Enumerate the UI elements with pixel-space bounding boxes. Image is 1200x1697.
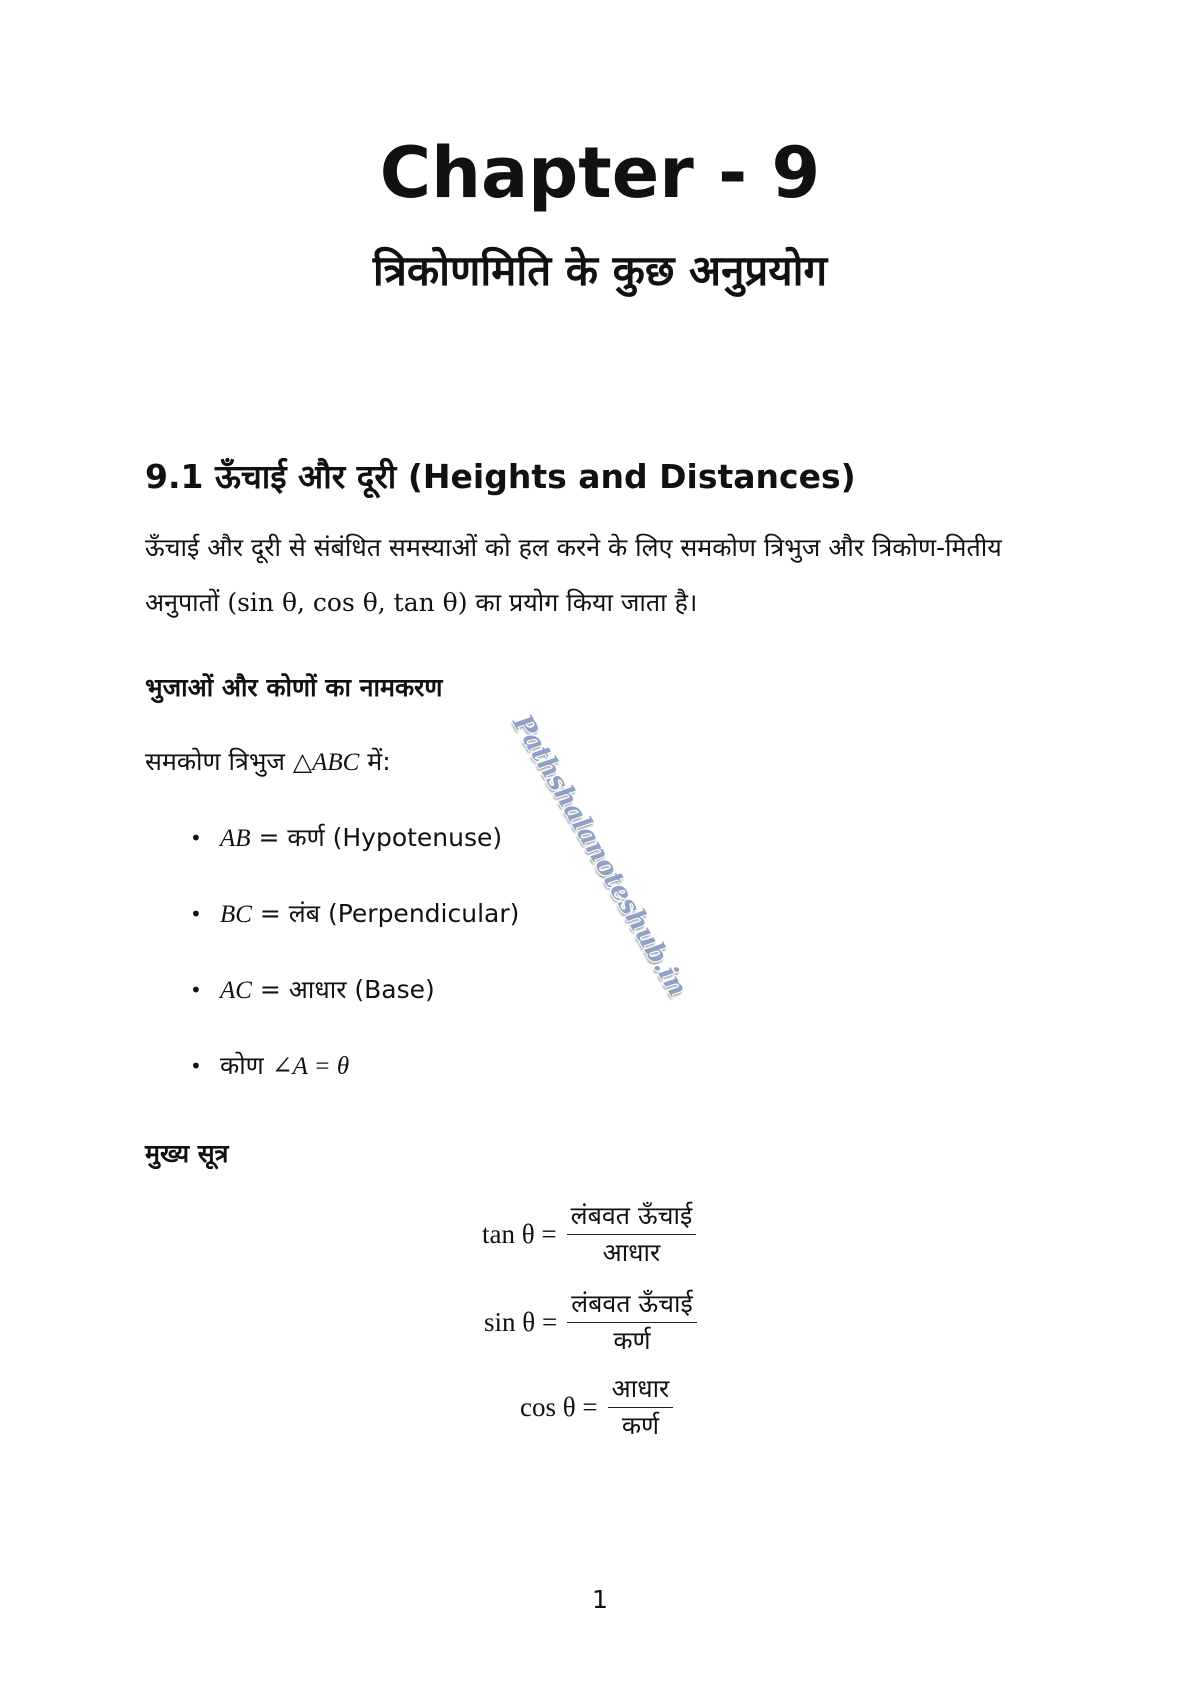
section-paragraph <box>145 520 1065 630</box>
numerator: लंबवत ऊँचाई <box>567 1288 697 1323</box>
side-description: = लंब (Perpendicular) <box>251 899 520 928</box>
denominator: कर्ण <box>613 1326 651 1355</box>
naming-intro <box>145 742 391 783</box>
naming-list <box>190 818 519 1122</box>
watermark: Pathshalanoteshub.in <box>506 709 693 1002</box>
side-description: = कर्ण (Hypotenuse) <box>250 823 503 852</box>
fraction <box>567 1288 697 1357</box>
section-heading: 9.1 ऊँचाई और दूरी (Heights and Distances) <box>145 457 856 496</box>
formula-lhs: tan θ = <box>482 1219 557 1249</box>
formulas-heading: मुख्य सूत्र <box>145 1139 229 1168</box>
paragraph-text-end: का प्रयोग किया जाता है। <box>467 588 698 617</box>
formula-tan <box>482 1200 696 1269</box>
side-description: = आधार (Base) <box>251 975 435 1004</box>
fraction <box>608 1373 674 1442</box>
naming-heading: भुजाओं और कोणों का नामकरण <box>145 673 443 702</box>
list-item <box>190 894 519 970</box>
intro-suffix: में: <box>359 747 391 776</box>
intro-text: समकोण त्रिभुज <box>145 747 293 776</box>
intro-math: △ABC <box>292 749 360 776</box>
formula-cos <box>520 1373 673 1442</box>
chapter-subtitle: त्रिकोणमिति के कुछ अनुप्रयोग <box>372 246 828 295</box>
paragraph-text: ऊँचाई और दूरी से संबंधित समस्याओं को हल करने के लिए समकोण त्रिभुज और त्रिकोण-मितीय अनुपातों <box>145 533 1002 617</box>
formula-lhs: sin θ = <box>484 1307 558 1337</box>
numerator: आधार <box>608 1373 674 1408</box>
side-label: AB <box>220 825 251 852</box>
denominator: आधार <box>602 1238 661 1267</box>
list-item <box>190 818 519 894</box>
chapter-title: Chapter - 9 <box>379 132 821 214</box>
side-label: BC <box>220 901 252 928</box>
angle-math: ∠A = θ <box>271 1053 350 1080</box>
list-item <box>190 970 519 1046</box>
denominator: कर्ण <box>621 1411 660 1440</box>
fraction <box>567 1200 697 1269</box>
formula-sin <box>484 1288 697 1357</box>
page-number: 1 <box>592 1585 608 1614</box>
numerator: लंबवत ऊँचाई <box>567 1200 697 1235</box>
side-label: AC <box>220 977 252 1004</box>
formula-lhs: cos θ = <box>520 1392 598 1422</box>
list-item <box>190 1046 519 1122</box>
angle-prefix: कोण <box>220 1051 272 1080</box>
paragraph-math: (sin θ, cos θ, tan θ) <box>227 588 468 617</box>
